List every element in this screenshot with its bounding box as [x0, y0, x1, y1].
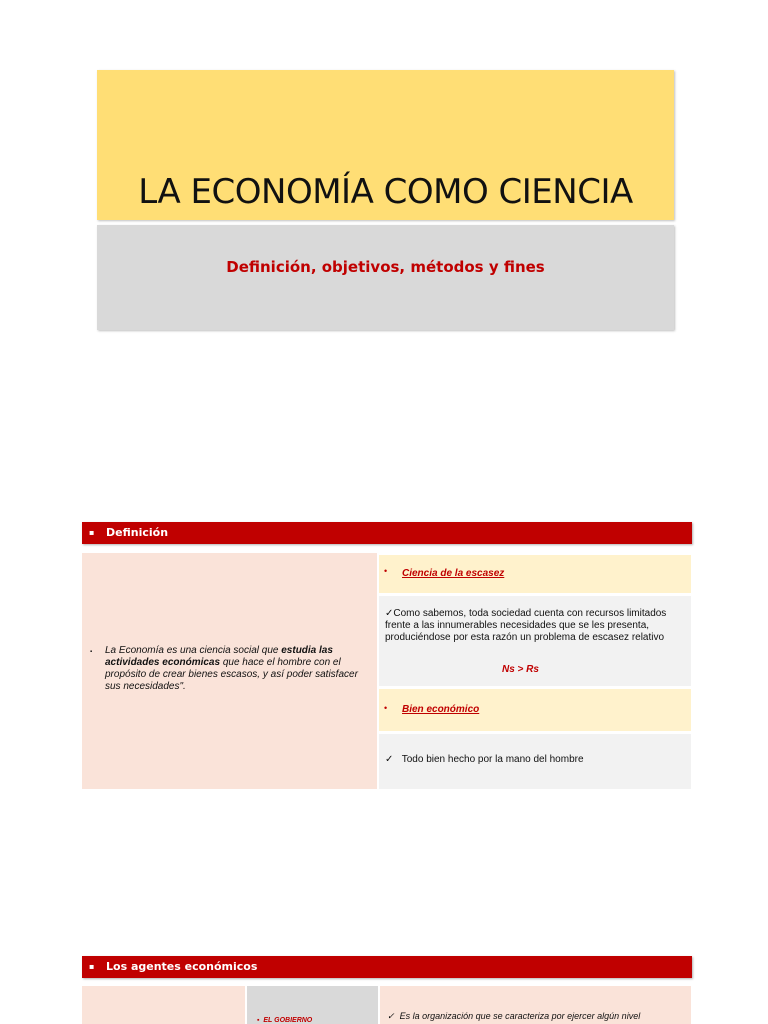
check-icon: ✓ [387, 1011, 395, 1021]
gobierno-cell [247, 986, 378, 1024]
square-bullet-icon: ▪ [90, 649, 93, 655]
slide-title: LA ECONOMÍA COMO CIENCIA [138, 172, 633, 212]
bien-heading-label: Bien económico [402, 704, 480, 715]
escasez-body-text: ✓Como sabemos, toda sociedad cuenta con recursos limitados frente a las innumerables necesidades que se les presenta, produciéndose por esta razón un problema de escasez relativo [385, 608, 667, 643]
definition-panel [82, 553, 377, 789]
escasez-heading-cell [379, 555, 691, 593]
agentes-header-bar [82, 956, 692, 978]
definition-text: La Economía es una ciencia social que estudia las actividades económicas que hace el hombre con el propósito de crear bienes escasos, y así poder satisfacer sus necesidades". [105, 645, 358, 692]
check-icon: ✓ [385, 608, 394, 619]
dot-bullet-icon: • [384, 566, 388, 576]
agentes-left-cell [82, 986, 245, 1024]
gobierno-label: ▪ EL GOBIERNO [257, 1017, 313, 1024]
square-bullet-icon: ▪ [89, 962, 95, 971]
bien-body-text: ✓ Todo bien hecho por la mano del hombre [385, 754, 584, 765]
check-icon: ✓ [385, 754, 394, 765]
slide-subtitle: Definición, objetivos, métodos y fines [226, 258, 545, 276]
title-slide-bottom-panel [97, 225, 674, 330]
gobierno-description-text: ✓ Es la organización que se caracteriza por ejercer algún nivel [387, 1011, 641, 1021]
definicion-header-label: Definición [106, 526, 169, 539]
definicion-header-bar [82, 522, 692, 544]
escasez-body-cell [379, 596, 691, 686]
scarcity-formula: Ns > Rs [502, 664, 539, 675]
bien-body-cell [379, 734, 691, 789]
title-slide-top-panel [97, 70, 674, 220]
agentes-header-label: Los agentes económicos [106, 960, 258, 973]
escasez-heading-label: Ciencia de la escasez [402, 568, 505, 579]
dot-bullet-icon: • [384, 703, 388, 713]
bien-heading-cell [379, 689, 691, 731]
gobierno-description-cell [380, 986, 691, 1024]
square-bullet-icon: ▪ [89, 528, 95, 537]
